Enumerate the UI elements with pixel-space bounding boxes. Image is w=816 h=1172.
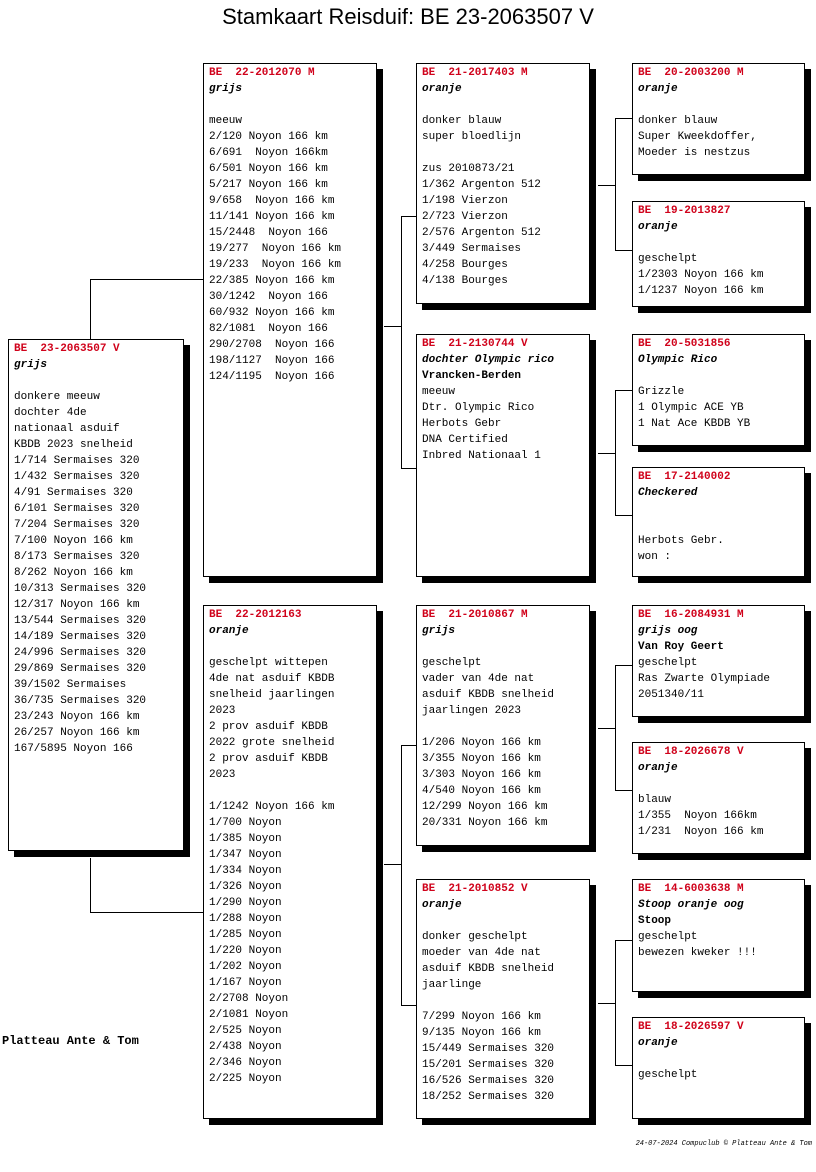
detail-line: geschelpt — [422, 657, 482, 669]
detail-line: 1/198 Vierzon — [422, 195, 508, 207]
detail-line — [422, 993, 584, 1009]
detail-line: 4/540 Noyon 166 km — [422, 785, 541, 797]
detail-line: 6/501 Noyon 166 km — [209, 163, 328, 175]
footer-text: 24-07-2024 Compuclub © Platteau Ante & Tom — [635, 1140, 812, 1148]
pigeon-color: grijs — [209, 83, 243, 95]
detail-line: super bloedlijn — [422, 131, 522, 143]
pigeon-color: oranje — [638, 1037, 678, 1049]
detail-line: 7/100 Noyon 166 km — [14, 535, 133, 547]
connector-line — [615, 390, 632, 391]
detail-line — [422, 639, 584, 655]
detail-line: 290/2708 Noyon 166 — [209, 339, 335, 351]
detail-line — [14, 373, 178, 389]
detail-line: 82/1081 Noyon 166 — [209, 323, 328, 335]
detail-line: 8/262 Noyon 166 km — [14, 567, 133, 579]
connector-line — [384, 326, 401, 327]
connector-line — [401, 1005, 416, 1006]
connector-line — [401, 216, 416, 217]
pigeon-card-father — [203, 63, 377, 577]
detail-line: 13/544 Sermaises 320 — [14, 615, 147, 627]
ring-number: BE 19-2013827 — [638, 205, 731, 217]
pigeon-card-main — [8, 339, 184, 851]
connector-line — [615, 515, 632, 516]
ring-number: BE 23-2063507 V — [14, 343, 120, 355]
detail-line: 4/91 Sermaises 320 — [14, 487, 133, 499]
detail-line: DNA Certified — [422, 434, 508, 446]
detail-line: Herbots Gebr — [422, 418, 502, 430]
pigeon-card-maternal-grandmother — [416, 879, 590, 1119]
pigeon-details — [638, 1051, 799, 1083]
detail-line: 1/334 Noyon — [209, 865, 282, 877]
detail-line: 15/2448 Noyon 166 — [209, 227, 328, 239]
detail-line: 4/258 Bourges — [422, 259, 508, 271]
connector-line — [598, 1003, 615, 1004]
pigeon-details — [422, 97, 584, 289]
detail-line: 1/2303 Noyon 166 km — [638, 269, 764, 281]
detail-line: 1 Olympic ACE YB — [638, 402, 744, 414]
breeder-name: Stoop — [638, 915, 672, 927]
detail-line — [638, 235, 799, 251]
detail-line: Moeder is nestzus — [638, 147, 751, 159]
page-title: Stamkaart Reisduif: BE 23-2063507 V — [222, 4, 594, 29]
detail-line: geschelpt — [638, 931, 698, 943]
detail-line: 12/299 Noyon 166 km — [422, 801, 548, 813]
pigeon-card-mother — [203, 605, 377, 1119]
ring-number: BE 21-2130744 V — [422, 338, 528, 350]
pigeon-details — [638, 235, 799, 299]
detail-line: donker blauw — [422, 115, 502, 127]
detail-line: 1/288 Noyon — [209, 913, 282, 925]
connector-line — [401, 745, 416, 746]
detail-line: 10/313 Sermaises 320 — [14, 583, 147, 595]
ring-number: BE 21-2017403 M — [422, 67, 528, 79]
detail-line: 2/438 Noyon — [209, 1041, 282, 1053]
detail-line — [209, 639, 371, 655]
pigeon-details — [422, 639, 584, 831]
detail-line: 1/347 Noyon — [209, 849, 282, 861]
ring-number: BE 17-2140002 — [638, 471, 731, 483]
detail-line: 2023 — [209, 705, 236, 717]
detail-line: 6/691 Noyon 166km — [209, 147, 328, 159]
ring-number: BE 20-5031856 — [638, 338, 731, 350]
detail-line: vader van 4de nat — [422, 673, 535, 685]
detail-line: 24/996 Sermaises 320 — [14, 647, 147, 659]
breeder-name: Vrancken-Berden — [422, 370, 522, 382]
detail-line: 1/700 Noyon — [209, 817, 282, 829]
ring-number: BE 14-6003638 M — [638, 883, 744, 895]
detail-line: 22/385 Noyon 166 km — [209, 275, 335, 287]
detail-line: snelheid jaarlingen — [209, 689, 335, 701]
pigeon-card-mmm — [632, 1017, 805, 1119]
detail-line: 2 prov asduif KBDB — [209, 721, 328, 733]
detail-line: Herbots Gebr. — [638, 535, 724, 547]
detail-line: 16/526 Sermaises 320 — [422, 1075, 555, 1087]
connector-line — [615, 118, 616, 250]
detail-line: 1/432 Sermaises 320 — [14, 471, 140, 483]
ring-number: BE 22-2012163 — [209, 609, 302, 621]
pigeon-details — [638, 929, 799, 961]
detail-line: asduif KBDB snelheid — [422, 689, 555, 701]
detail-line: 1/326 Noyon — [209, 881, 282, 893]
pigeon-color: grijs — [422, 625, 456, 637]
detail-line: 124/1195 Noyon 166 — [209, 371, 335, 383]
connector-line — [615, 940, 632, 941]
breeder-label: Platteau Ante & Tom — [2, 1034, 139, 1048]
detail-line: meeuw — [422, 386, 456, 398]
detail-line: 15/449 Sermaises 320 — [422, 1043, 555, 1055]
connector-line — [615, 790, 632, 791]
detail-line: jaarlingen 2023 — [422, 705, 522, 717]
detail-line: 39/1502 Sermaises — [14, 679, 127, 691]
detail-line: 7/299 Noyon 166 km — [422, 1011, 541, 1023]
pigeon-color: grijs — [14, 359, 48, 371]
detail-line: 4/138 Bourges — [422, 275, 508, 287]
detail-line — [638, 1051, 799, 1067]
detail-line: 1/1237 Noyon 166 km — [638, 285, 764, 297]
detail-line: asduif KBDB snelheid — [422, 963, 555, 975]
connector-line — [90, 912, 204, 913]
detail-line: dochter 4de — [14, 407, 87, 419]
detail-line: 3/303 Noyon 166 km — [422, 769, 541, 781]
detail-line: bewezen kweker !!! — [638, 947, 757, 959]
detail-line: 9/658 Noyon 166 km — [209, 195, 335, 207]
detail-line: 1/206 Noyon 166 km — [422, 737, 541, 749]
detail-line: 167/5895 Noyon 166 — [14, 743, 133, 755]
detail-line: 18/252 Sermaises 320 — [422, 1091, 555, 1103]
ring-number: BE 21-2010867 M — [422, 609, 528, 621]
detail-line: 20/331 Noyon 166 km — [422, 817, 548, 829]
pigeon-card-fmm — [632, 467, 805, 577]
pigeon-color: oranje — [638, 762, 678, 774]
detail-line: 1/285 Noyon — [209, 929, 282, 941]
pigeon-card-maternal-grandfather — [416, 605, 590, 846]
detail-line: 2/723 Vierzon — [422, 211, 508, 223]
detail-line: geschelpt — [638, 657, 698, 669]
pigeon-color: oranje — [209, 625, 249, 637]
detail-line: moeder van 4de nat — [422, 947, 541, 959]
pigeon-color: oranje — [638, 83, 678, 95]
detail-line: 2/1081 Noyon — [209, 1009, 289, 1021]
detail-line: 7/204 Sermaises 320 — [14, 519, 140, 531]
pigeon-details — [638, 655, 799, 703]
ring-number: BE 18-2026597 V — [638, 1021, 744, 1033]
detail-line: 2/2708 Noyon — [209, 993, 289, 1005]
connector-line — [384, 864, 401, 865]
detail-line: zus 2010873/21 — [422, 163, 515, 175]
detail-line: 2051340/11 — [638, 689, 705, 701]
connector-line — [90, 279, 204, 280]
pigeon-details — [14, 373, 178, 757]
detail-line — [638, 97, 799, 113]
connector-line — [615, 1065, 632, 1066]
connector-line — [615, 118, 632, 119]
detail-line: Inbred Nationaal 1 — [422, 450, 541, 462]
ring-number: BE 16-2084931 M — [638, 609, 744, 621]
pigeon-color: oranje — [422, 899, 462, 911]
connector-line — [401, 468, 416, 469]
detail-line: 3/449 Sermaises — [422, 243, 522, 255]
connector-line — [90, 279, 91, 339]
detail-line: 23/243 Noyon 166 km — [14, 711, 140, 723]
connector-line — [615, 665, 616, 790]
detail-line: 5/217 Noyon 166 km — [209, 179, 328, 191]
detail-line — [638, 776, 799, 792]
ring-number: BE 20-2003200 M — [638, 67, 744, 79]
connector-line — [598, 728, 615, 729]
detail-line: geschelpt — [638, 253, 698, 265]
pigeon-card-ffm — [632, 201, 805, 307]
detail-line: blauw — [638, 794, 672, 806]
ring-number: BE 21-2010852 V — [422, 883, 528, 895]
detail-line: 1/714 Sermaises 320 — [14, 455, 140, 467]
detail-line: won : — [638, 551, 672, 563]
detail-line: 14/189 Sermaises 320 — [14, 631, 147, 643]
pigeon-card-paternal-grandfather — [416, 63, 590, 304]
pigeon-color: oranje — [422, 83, 462, 95]
pigeon-color: grijs oog — [638, 625, 698, 637]
detail-line: 11/141 Noyon 166 km — [209, 211, 335, 223]
detail-line: 36/735 Sermaises 320 — [14, 695, 147, 707]
detail-line: 2023 — [209, 769, 236, 781]
pigeon-color: Olympic Rico — [638, 354, 718, 366]
detail-line: Dtr. Olympic Rico — [422, 402, 535, 414]
detail-line: 12/317 Noyon 166 km — [14, 599, 140, 611]
detail-line: donker geschelpt — [422, 931, 528, 943]
detail-line: nationaal asduif — [14, 423, 120, 435]
pigeon-details — [209, 639, 371, 1087]
detail-line: 6/101 Sermaises 320 — [14, 503, 140, 515]
pigeon-card-mff — [632, 605, 805, 717]
detail-line: 1 Nat Ace KBDB YB — [638, 418, 751, 430]
pigeon-color: Stoop oranje oog — [638, 899, 744, 911]
detail-line: geschelpt wittepen — [209, 657, 328, 669]
pigeon-card-fmf — [632, 334, 805, 446]
detail-line: 9/135 Noyon 166 km — [422, 1027, 541, 1039]
pigeon-details — [638, 776, 799, 840]
connector-line — [401, 745, 402, 1005]
detail-line: 198/1127 Noyon 166 — [209, 355, 335, 367]
detail-line: 2/225 Noyon — [209, 1073, 282, 1085]
detail-line: 2022 grote snelheid — [209, 737, 335, 749]
pigeon-card-fff — [632, 63, 805, 175]
connector-line — [615, 665, 632, 666]
detail-line: geschelpt — [638, 1069, 698, 1081]
ring-number: BE 18-2026678 V — [638, 746, 744, 758]
pigeon-details — [638, 97, 799, 161]
detail-line: 1/1242 Noyon 166 km — [209, 801, 335, 813]
pigeon-details — [638, 501, 799, 565]
detail-line — [209, 97, 371, 113]
detail-line: 19/277 Noyon 166 km — [209, 243, 342, 255]
breeder-name: Van Roy Geert — [638, 641, 724, 653]
connector-line — [615, 390, 616, 515]
detail-line: Ras Zwarte Olympiade — [638, 673, 771, 685]
ring-number: BE 22-2012070 M — [209, 67, 315, 79]
detail-line — [422, 97, 584, 113]
detail-line: 2/346 Noyon — [209, 1057, 282, 1069]
detail-line: 2/120 Noyon 166 km — [209, 131, 328, 143]
connector-line — [90, 858, 91, 912]
detail-line: 8/173 Sermaises 320 — [14, 551, 140, 563]
detail-line — [638, 501, 799, 517]
pigeon-details — [422, 913, 584, 1105]
detail-line: meeuw — [209, 115, 243, 127]
detail-line — [209, 783, 371, 799]
detail-line: 2/525 Noyon — [209, 1025, 282, 1037]
detail-line: 26/257 Noyon 166 km — [14, 727, 140, 739]
detail-line: 1/220 Noyon — [209, 945, 282, 957]
pigeon-card-paternal-grandmother — [416, 334, 590, 577]
detail-line: 1/202 Noyon — [209, 961, 282, 973]
detail-line: 15/201 Sermaises 320 — [422, 1059, 555, 1071]
detail-line: 29/869 Sermaises 320 — [14, 663, 147, 675]
detail-line: KBDB 2023 snelheid — [14, 439, 133, 451]
detail-line: 2 prov asduif KBDB — [209, 753, 328, 765]
detail-line: 2/576 Argenton 512 — [422, 227, 541, 239]
detail-line: 19/233 Noyon 166 km — [209, 259, 342, 271]
detail-line — [638, 517, 799, 533]
detail-line: 1/167 Noyon — [209, 977, 282, 989]
detail-line — [422, 913, 584, 929]
pigeon-color: dochter Olympic rico — [422, 354, 555, 366]
detail-line — [422, 719, 584, 735]
pigeon-details — [638, 368, 799, 432]
detail-line: 1/231 Noyon 166 km — [638, 826, 764, 838]
detail-line: donker blauw — [638, 115, 718, 127]
detail-line: 1/362 Argenton 512 — [422, 179, 541, 191]
detail-line: jaarlinge — [422, 979, 482, 991]
pigeon-card-mmf — [632, 879, 805, 992]
detail-line: 1/290 Noyon — [209, 897, 282, 909]
connector-line — [598, 453, 615, 454]
detail-line: donkere meeuw — [14, 391, 100, 403]
detail-line: Super Kweekdoffer, — [638, 131, 757, 143]
pigeon-color: Checkered — [638, 487, 698, 499]
connector-line — [615, 940, 616, 1065]
detail-line: 1/355 Noyon 166km — [638, 810, 757, 822]
detail-line: 4de nat asduif KBDB — [209, 673, 335, 685]
detail-line — [638, 368, 799, 384]
pigeon-card-mfm — [632, 742, 805, 854]
connector-line — [598, 185, 615, 186]
detail-line: Grizzle — [638, 386, 685, 398]
pigeon-color: oranje — [638, 221, 678, 233]
detail-line: 30/1242 Noyon 166 — [209, 291, 328, 303]
detail-line: 60/932 Noyon 166 km — [209, 307, 335, 319]
pigeon-details — [209, 97, 371, 385]
connector-line — [615, 250, 632, 251]
pigeon-details — [422, 384, 584, 464]
connector-line — [401, 216, 402, 468]
detail-line: 3/355 Noyon 166 km — [422, 753, 541, 765]
detail-line: 1/385 Noyon — [209, 833, 282, 845]
detail-line — [422, 145, 584, 161]
